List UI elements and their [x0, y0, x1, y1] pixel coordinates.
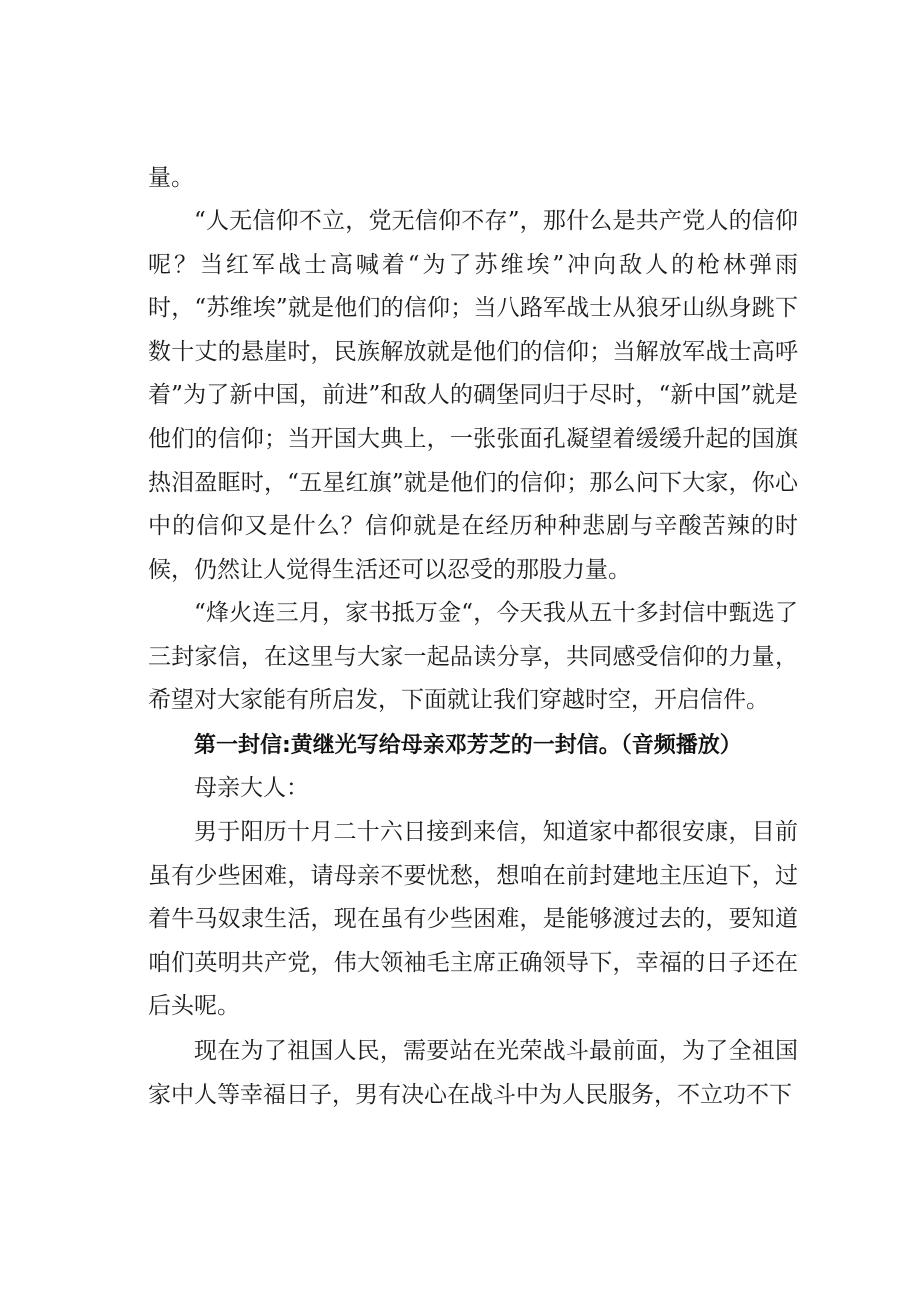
letter-paragraph-2: 现在为了祖国人民，需要站在光荣战斗最前面，为了全祖国家中人等幸福日子，男有决心在战斗中为人民服务，不立功不下 — [148, 1038, 798, 1108]
section-heading-first-letter: 第一封信:黄继光写给母亲邓芳芝的一封信。（音频播放） — [194, 733, 742, 758]
letter-salutation: 母亲大人： — [194, 775, 309, 801]
letter-paragraph-1: 男于阳历十月二十六日接到来信，知道家中都很安康，目前虽有少些困难，请母亲不要忧愁，想咱在前封建地主压迫下，过着牛马奴隶生活，现在虽有少些困难，是能够渡过去的，要知道咱们英明共产党，伟大领袖毛主席正确领导下，幸福的日子还在后头呢。 — [148, 819, 798, 1020]
paragraph-continuation: 量。 — [148, 165, 194, 191]
paragraph-family-letters: “烽火连三月，家书抵万金“，今天我从五十多封信中甄选了三封家信，在这里与大家一起品读分享，共同感受信仰的力量，希望对大家能有所启发，下面就让我们穿越时空，开启信件。 — [148, 600, 798, 714]
paragraph-faith-intro: “人无信仰不立，党无信仰不存”，那什么是共产党人的信仰呢？当红军战士高喊着“为了苏维埃”冲向敌人的枪林弹雨时，“苏维埃”就是他们的信仰；当八路军战士从狼牙山纵身跳下数十丈的悬崖时，民族解放就是他们的信仰；当解放军战士高呼着”为了新中国，前进”和敌人的碉堡同归于尽时，“新中国”就是他们的信仰；当开国大典上，一张张面孔凝望着缓缓升起的国旗热泪盈眶时，“五星红旗”就是他们的信仰；那么问下大家，你心中的信仰又是什么？信仰就是在经历种种悲剧与辛酸苦辣的时候，仍然让人觉得生活还可以忍受的那股力量。 — [148, 208, 798, 583]
